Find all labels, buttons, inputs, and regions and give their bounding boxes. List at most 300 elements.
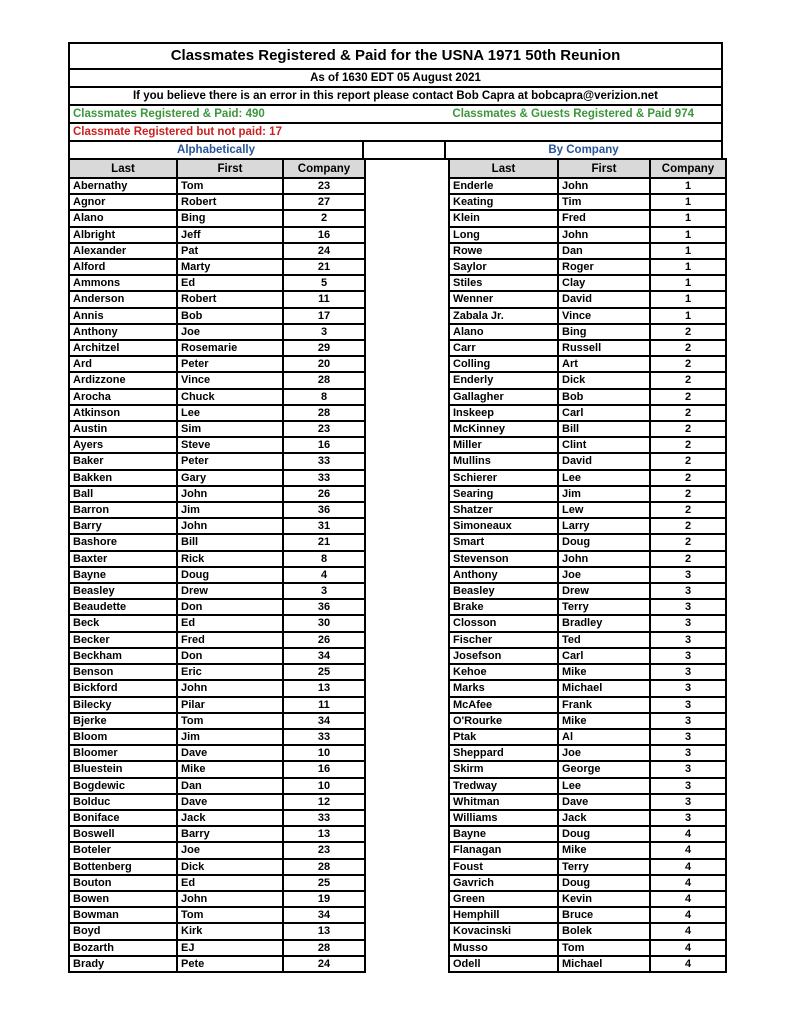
table-row <box>69 405 365 421</box>
company-cell: 3 <box>650 680 726 696</box>
table-row <box>69 502 365 518</box>
company-cell: 3 <box>650 583 726 599</box>
table-row <box>69 794 365 810</box>
table-row <box>449 761 726 777</box>
company-cell: 23 <box>283 842 365 858</box>
company-cell: 8 <box>283 551 365 567</box>
last-cell: Skirm <box>449 761 558 777</box>
column-header-company: Company <box>283 159 365 178</box>
last-cell: Ptak <box>449 729 558 745</box>
last-cell: Inskeep <box>449 405 558 421</box>
table-row <box>449 470 726 486</box>
last-cell: Schierer <box>449 470 558 486</box>
company-cell: 29 <box>283 340 365 356</box>
first-cell: Russell <box>558 340 650 356</box>
company-cell: 13 <box>283 923 365 939</box>
first-cell: Peter <box>177 453 283 469</box>
table-row <box>449 697 726 713</box>
label-spacer-cell <box>362 140 446 160</box>
table-row <box>449 875 726 891</box>
first-cell: Rick <box>177 551 283 567</box>
company-cell: 26 <box>283 632 365 648</box>
first-cell: Jim <box>177 502 283 518</box>
company-cell: 1 <box>650 275 726 291</box>
company-cell: 1 <box>650 291 726 307</box>
first-cell: John <box>558 178 650 194</box>
last-cell: Rowe <box>449 243 558 259</box>
last-cell: Alexander <box>69 243 177 259</box>
table-row <box>449 859 726 875</box>
company-cell: 2 <box>650 502 726 518</box>
by-company-table <box>448 158 727 973</box>
company-cell: 2 <box>650 340 726 356</box>
table-row <box>449 729 726 745</box>
first-cell: Vince <box>177 372 283 388</box>
company-cell: 24 <box>283 243 365 259</box>
company-cell: 3 <box>650 648 726 664</box>
company-cell: 2 <box>650 389 726 405</box>
company-cell: 4 <box>650 923 726 939</box>
table-row <box>449 810 726 826</box>
as-of-date: As of 1630 EDT 05 August 2021 <box>68 68 723 88</box>
first-cell: Jim <box>558 486 650 502</box>
last-cell: Carr <box>449 340 558 356</box>
first-cell: Jeff <box>177 227 283 243</box>
first-cell: Ed <box>177 615 283 631</box>
company-cell: 34 <box>283 648 365 664</box>
first-cell: Doug <box>177 567 283 583</box>
table-row <box>69 761 365 777</box>
company-cell: 3 <box>650 713 726 729</box>
company-cell: 4 <box>650 826 726 842</box>
company-cell: 3 <box>650 729 726 745</box>
first-cell: Kirk <box>177 923 283 939</box>
last-cell: Beck <box>69 615 177 631</box>
company-cell: 30 <box>283 615 365 631</box>
company-cell: 3 <box>650 697 726 713</box>
first-cell: John <box>558 227 650 243</box>
table-row <box>449 648 726 664</box>
last-cell: Zabala Jr. <box>449 308 558 324</box>
column-header-row <box>449 159 726 178</box>
table-row <box>69 259 365 275</box>
table-row <box>69 372 365 388</box>
company-cell: 3 <box>650 778 726 794</box>
table-row <box>69 210 365 226</box>
table-row <box>449 956 726 972</box>
first-cell: Fred <box>558 210 650 226</box>
table-row <box>69 729 365 745</box>
company-cell: 4 <box>650 842 726 858</box>
last-cell: Architzel <box>69 340 177 356</box>
table-row <box>449 534 726 550</box>
first-cell: Mike <box>177 761 283 777</box>
last-cell: Benson <box>69 664 177 680</box>
table-row <box>449 194 726 210</box>
last-cell: Bakken <box>69 470 177 486</box>
first-cell: Mike <box>558 713 650 729</box>
stat-guests-registered-paid: Classmates & Guests Registered & Paid 974 <box>452 108 694 120</box>
company-cell: 2 <box>650 453 726 469</box>
company-cell: 23 <box>283 421 365 437</box>
first-cell: Bolek <box>558 923 650 939</box>
first-cell: EJ <box>177 940 283 956</box>
table-row <box>449 599 726 615</box>
stats-row <box>68 104 723 124</box>
first-cell: Jack <box>558 810 650 826</box>
table-row <box>449 372 726 388</box>
table-row <box>449 340 726 356</box>
company-cell: 1 <box>650 210 726 226</box>
company-cell: 2 <box>650 551 726 567</box>
table-row <box>69 697 365 713</box>
last-cell: Bloomer <box>69 745 177 761</box>
last-cell: Musso <box>449 940 558 956</box>
table-row <box>449 518 726 534</box>
company-cell: 2 <box>650 486 726 502</box>
last-cell: Bowen <box>69 891 177 907</box>
table-row <box>449 275 726 291</box>
company-cell: 28 <box>283 940 365 956</box>
last-cell: Barry <box>69 518 177 534</box>
first-cell: Dave <box>558 794 650 810</box>
table-row <box>69 437 365 453</box>
company-cell: 33 <box>283 470 365 486</box>
company-cell: 2 <box>650 324 726 340</box>
first-cell: Robert <box>177 291 283 307</box>
company-cell: 5 <box>283 275 365 291</box>
table-row <box>449 551 726 567</box>
last-cell: Foust <box>449 859 558 875</box>
last-cell: Abernathy <box>69 178 177 194</box>
report-sheet <box>68 42 723 973</box>
company-cell: 25 <box>283 875 365 891</box>
section-labels-row <box>68 140 723 160</box>
last-cell: Anthony <box>449 567 558 583</box>
first-cell: John <box>558 551 650 567</box>
table-row <box>69 340 365 356</box>
last-cell: Gallagher <box>449 389 558 405</box>
company-cell: 3 <box>650 567 726 583</box>
table-row <box>449 664 726 680</box>
last-cell: Bluestein <box>69 761 177 777</box>
last-cell: Fischer <box>449 632 558 648</box>
company-cell: 26 <box>283 486 365 502</box>
last-cell: Colling <box>449 356 558 372</box>
last-cell: Annis <box>69 308 177 324</box>
table-row <box>449 324 726 340</box>
last-cell: McAfee <box>449 697 558 713</box>
first-cell: Bill <box>558 421 650 437</box>
table-row <box>69 713 365 729</box>
company-cell: 3 <box>650 761 726 777</box>
first-cell: Steve <box>177 437 283 453</box>
first-cell: Jim <box>177 729 283 745</box>
last-cell: Arocha <box>69 389 177 405</box>
table-row <box>69 486 365 502</box>
table-row <box>69 551 365 567</box>
first-cell: Tim <box>558 194 650 210</box>
first-cell: Ed <box>177 275 283 291</box>
company-cell: 11 <box>283 291 365 307</box>
company-cell: 3 <box>650 632 726 648</box>
last-cell: Bolduc <box>69 794 177 810</box>
first-cell: Lee <box>177 405 283 421</box>
first-cell: Ed <box>177 875 283 891</box>
first-cell: John <box>177 518 283 534</box>
last-cell: Green <box>449 891 558 907</box>
first-cell: Joe <box>558 745 650 761</box>
first-cell: Michael <box>558 680 650 696</box>
company-cell: 2 <box>650 437 726 453</box>
last-cell: Wenner <box>449 291 558 307</box>
first-cell: Pilar <box>177 697 283 713</box>
first-cell: Peter <box>177 356 283 372</box>
company-cell: 13 <box>283 826 365 842</box>
last-cell: Bashore <box>69 534 177 550</box>
table-row <box>449 940 726 956</box>
first-cell: Ted <box>558 632 650 648</box>
first-cell: Drew <box>558 583 650 599</box>
first-cell: Tom <box>177 178 283 194</box>
first-cell: Terry <box>558 859 650 875</box>
last-cell: Atkinson <box>69 405 177 421</box>
company-cell: 28 <box>283 372 365 388</box>
table-row <box>69 615 365 631</box>
company-cell: 3 <box>283 583 365 599</box>
table-row <box>69 275 365 291</box>
stat-not-paid: Classmate Registered but not paid: 17 <box>68 122 723 142</box>
first-cell: David <box>558 453 650 469</box>
table-row <box>69 356 365 372</box>
company-cell: 12 <box>283 794 365 810</box>
last-cell: Beasley <box>449 583 558 599</box>
company-cell: 24 <box>283 956 365 972</box>
last-cell: Flanagan <box>449 842 558 858</box>
first-cell: Pete <box>177 956 283 972</box>
company-cell: 17 <box>283 308 365 324</box>
company-cell: 3 <box>650 794 726 810</box>
last-cell: Albright <box>69 227 177 243</box>
company-cell: 16 <box>283 761 365 777</box>
table-row <box>69 859 365 875</box>
last-cell: Becker <box>69 632 177 648</box>
company-cell: 28 <box>283 859 365 875</box>
table-row <box>69 891 365 907</box>
last-cell: Brake <box>449 599 558 615</box>
first-cell: Clay <box>558 275 650 291</box>
table-row <box>449 923 726 939</box>
last-cell: Baker <box>69 453 177 469</box>
last-cell: Bayne <box>449 826 558 842</box>
table-row <box>449 389 726 405</box>
table-row <box>69 389 365 405</box>
table-row <box>69 324 365 340</box>
last-cell: Sheppard <box>449 745 558 761</box>
first-cell: Dave <box>177 794 283 810</box>
first-cell: Carl <box>558 405 650 421</box>
first-cell: Joe <box>177 324 283 340</box>
table-row <box>449 308 726 324</box>
last-cell: Shatzer <box>449 502 558 518</box>
company-cell: 2 <box>650 534 726 550</box>
last-cell: Gavrich <box>449 875 558 891</box>
first-cell: Tom <box>177 907 283 923</box>
last-cell: Kovacinski <box>449 923 558 939</box>
table-row <box>449 891 726 907</box>
company-cell: 34 <box>283 907 365 923</box>
alphabetical-table <box>68 158 366 973</box>
company-cell: 36 <box>283 599 365 615</box>
first-cell: Bing <box>558 324 650 340</box>
first-cell: Bob <box>177 308 283 324</box>
table-row <box>449 632 726 648</box>
last-cell: O'Rourke <box>449 713 558 729</box>
first-cell: David <box>558 291 650 307</box>
tables-row <box>68 158 723 973</box>
last-cell: Beasley <box>69 583 177 599</box>
first-cell: Terry <box>558 599 650 615</box>
last-cell: Ammons <box>69 275 177 291</box>
table-row <box>449 210 726 226</box>
company-cell: 16 <box>283 227 365 243</box>
table-row <box>449 291 726 307</box>
first-cell: Al <box>558 729 650 745</box>
company-cell: 1 <box>650 259 726 275</box>
company-cell: 2 <box>650 372 726 388</box>
table-row <box>449 259 726 275</box>
company-cell: 13 <box>283 680 365 696</box>
last-cell: Ayers <box>69 437 177 453</box>
table-row <box>449 907 726 923</box>
first-cell: Doug <box>558 875 650 891</box>
first-cell: Marty <box>177 259 283 275</box>
table-row <box>449 453 726 469</box>
last-cell: Long <box>449 227 558 243</box>
table-row <box>69 745 365 761</box>
table-row <box>449 680 726 696</box>
company-cell: 31 <box>283 518 365 534</box>
last-cell: Kehoe <box>449 664 558 680</box>
first-cell: John <box>177 891 283 907</box>
last-cell: Boswell <box>69 826 177 842</box>
column-header-last: Last <box>449 159 558 178</box>
company-cell: 25 <box>283 664 365 680</box>
first-cell: Art <box>558 356 650 372</box>
first-cell: Lee <box>558 778 650 794</box>
table-row <box>69 632 365 648</box>
company-cell: 4 <box>650 956 726 972</box>
last-cell: Miller <box>449 437 558 453</box>
first-cell: Doug <box>558 534 650 550</box>
last-cell: Alano <box>449 324 558 340</box>
company-cell: 4 <box>283 567 365 583</box>
table-row <box>449 583 726 599</box>
table-row <box>69 778 365 794</box>
last-cell: Anderson <box>69 291 177 307</box>
last-cell: Searing <box>449 486 558 502</box>
table-row <box>449 842 726 858</box>
company-cell: 10 <box>283 778 365 794</box>
last-cell: Alano <box>69 210 177 226</box>
company-cell: 2 <box>650 421 726 437</box>
company-cell: 21 <box>283 534 365 550</box>
last-cell: Ardizzone <box>69 372 177 388</box>
stat-registered-paid: Classmates Registered & Paid: 490 <box>73 108 265 120</box>
company-cell: 27 <box>283 194 365 210</box>
last-cell: Boniface <box>69 810 177 826</box>
table-row <box>69 227 365 243</box>
last-cell: Alford <box>69 259 177 275</box>
last-cell: Smart <box>449 534 558 550</box>
company-cell: 36 <box>283 502 365 518</box>
first-cell: Joe <box>558 567 650 583</box>
company-cell: 4 <box>650 907 726 923</box>
company-cell: 2 <box>650 470 726 486</box>
last-cell: Simoneaux <box>449 518 558 534</box>
table-row <box>69 470 365 486</box>
first-cell: Dick <box>558 372 650 388</box>
first-cell: Bill <box>177 534 283 550</box>
company-cell: 2 <box>650 405 726 421</box>
first-cell: Dan <box>177 778 283 794</box>
company-cell: 3 <box>650 810 726 826</box>
first-cell: Chuck <box>177 389 283 405</box>
last-cell: Bickford <box>69 680 177 696</box>
table-row <box>449 745 726 761</box>
first-cell: John <box>177 680 283 696</box>
first-cell: Eric <box>177 664 283 680</box>
first-cell: Rosemarie <box>177 340 283 356</box>
company-cell: 1 <box>650 243 726 259</box>
table-row <box>69 421 365 437</box>
first-cell: Doug <box>558 826 650 842</box>
first-cell: Mike <box>558 664 650 680</box>
contact-note: If you believe there is an error in this report please contact Bob Capra at bobcapra@verizion.net <box>68 86 723 106</box>
first-cell: Pat <box>177 243 283 259</box>
last-cell: Austin <box>69 421 177 437</box>
first-cell: Larry <box>558 518 650 534</box>
table-row <box>69 243 365 259</box>
last-cell: Mullins <box>449 453 558 469</box>
first-cell: Lee <box>558 470 650 486</box>
table-row <box>69 826 365 842</box>
table-row <box>449 178 726 194</box>
table-row <box>449 437 726 453</box>
last-cell: Boteler <box>69 842 177 858</box>
last-cell: Klein <box>449 210 558 226</box>
table-row <box>69 194 365 210</box>
last-cell: Closson <box>449 615 558 631</box>
company-cell: 11 <box>283 697 365 713</box>
first-cell: Don <box>177 648 283 664</box>
company-cell: 19 <box>283 891 365 907</box>
first-cell: Fred <box>177 632 283 648</box>
last-cell: Bayne <box>69 567 177 583</box>
company-cell: 3 <box>283 324 365 340</box>
company-cell: 4 <box>650 940 726 956</box>
first-cell: Jack <box>177 810 283 826</box>
table-row <box>69 583 365 599</box>
company-cell: 1 <box>650 227 726 243</box>
company-cell: 23 <box>283 178 365 194</box>
company-cell: 34 <box>283 713 365 729</box>
last-cell: Stiles <box>449 275 558 291</box>
last-cell: Beaudette <box>69 599 177 615</box>
table-row <box>69 599 365 615</box>
first-cell: Dave <box>177 745 283 761</box>
column-header-first: First <box>177 159 283 178</box>
